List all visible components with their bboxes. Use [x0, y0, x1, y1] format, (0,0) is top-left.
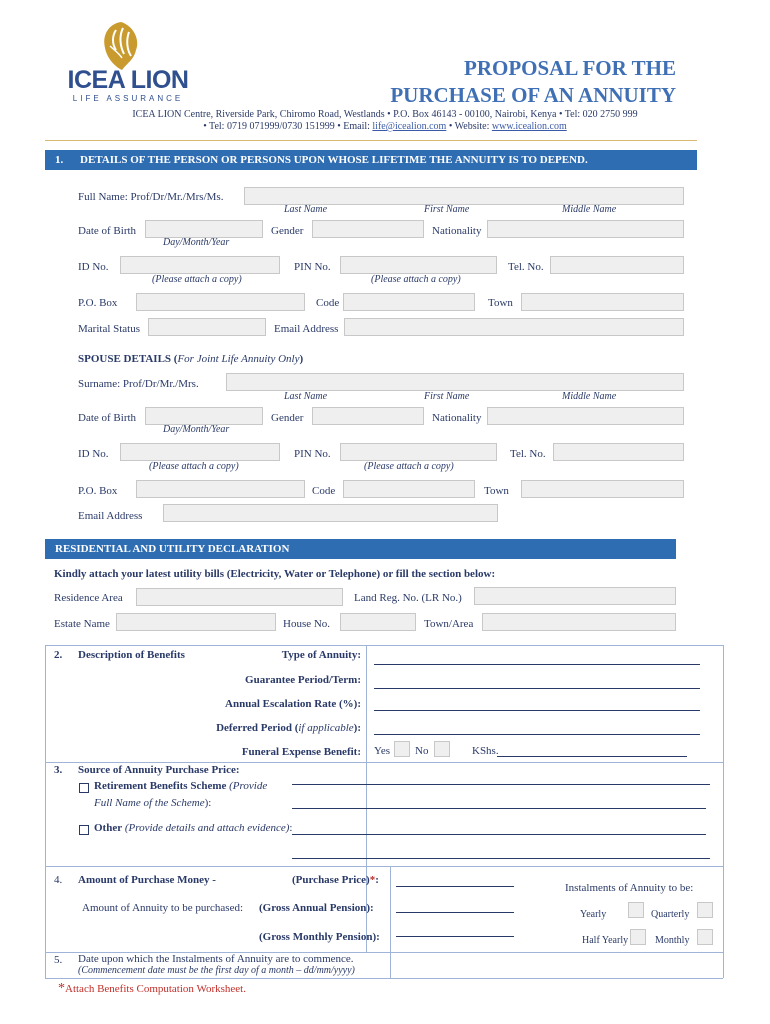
deferred-label-pre: Deferred Period ( [216, 722, 299, 734]
section-4-number: 4. [54, 874, 63, 886]
escalation-rate-line[interactable] [374, 710, 700, 711]
monthly-checkbox[interactable] [697, 929, 713, 945]
residence-area-label: Residence Area [54, 592, 123, 604]
table-row-divider-1 [45, 762, 723, 763]
half-yearly-checkbox[interactable] [630, 929, 646, 945]
phone-text: • Tel: 0719 071999/0730 151999 • Email: [203, 121, 373, 132]
email-label: Email Address [274, 323, 339, 335]
gender-input[interactable] [312, 220, 424, 238]
footer-note-text: Attach Benefits Computation Worksheet. [65, 983, 246, 995]
section-4-title: Amount of Purchase Money - [78, 874, 216, 886]
house-no-label: House No. [283, 618, 331, 630]
rbs-checkbox[interactable] [79, 783, 89, 793]
spouse-po-box-label: P.O. Box [78, 485, 118, 497]
spouse-po-box-input[interactable] [136, 480, 305, 498]
quarterly-label: Quarterly [651, 909, 690, 920]
rbs-label-line-2 [94, 797, 211, 809]
funeral-kshs-label: KShs. [472, 745, 499, 757]
spouse-id-label: ID No. [78, 448, 109, 460]
email-link[interactable]: life@icealion.com [372, 121, 447, 132]
full-name-input[interactable] [244, 187, 684, 205]
marital-status-input[interactable] [148, 318, 266, 336]
gender-label: Gender [271, 225, 304, 237]
town-area-label: Town/Area [424, 618, 474, 630]
section-5-text: Date upon which the Instalments of Annuity are to commence. [78, 953, 354, 965]
middle-name-hint: Middle Name [562, 204, 617, 215]
spouse-surname-input[interactable] [226, 373, 684, 391]
address-line-1: ICEA LION Centre, Riverside Park, Chiromo Road, Westlands • P.O. Box 46143 - 00100, Nairobi, Kenya • Tel: 020 2750 999 [132, 109, 638, 120]
logo [58, 20, 198, 106]
rbs-label-line-1 [94, 780, 267, 792]
spouse-gender-input[interactable] [312, 407, 424, 425]
pin-label: PIN No. [294, 261, 331, 273]
spouse-note-open: ( [171, 353, 178, 365]
half-yearly-label: Half Yearly [582, 935, 629, 946]
estate-name-input[interactable] [116, 613, 276, 631]
first-name-hint: First Name [424, 204, 470, 215]
funeral-yes-label: Yes [374, 745, 391, 757]
rbs-hint-1: (Provide [229, 780, 268, 792]
website-link[interactable]: www.icealion.com [491, 121, 567, 132]
spouse-email-label: Email Address [78, 510, 143, 522]
section-2-number: 2. [54, 649, 63, 661]
spouse-tel-input[interactable] [553, 443, 684, 461]
table-right-border [723, 645, 724, 978]
section-3-number: 3. [54, 764, 63, 776]
nationality-input[interactable] [487, 220, 684, 238]
spouse-town-input[interactable] [521, 480, 684, 498]
spouse-pin-hint: (Please attach a copy) [364, 461, 454, 472]
purchase-price-colon: : [375, 874, 379, 886]
residential-header: RESIDENTIAL AND UTILITY DECLARATION [45, 539, 676, 559]
gross-monthly-label: (Gross Monthly Pension): [259, 931, 380, 943]
house-no-input[interactable] [340, 613, 416, 631]
spouse-surname-label: Surname: Prof/Dr/Mr./Mrs. [78, 378, 199, 390]
id-hint: (Please attach a copy) [152, 274, 242, 285]
title-line-2: PURCHASE OF AN ANNUITY [390, 83, 676, 107]
section-3-title: Source of Annuity Purchase Price: [78, 764, 240, 776]
spouse-details-heading [78, 353, 303, 365]
yearly-checkbox[interactable] [628, 902, 644, 918]
town-input[interactable] [521, 293, 684, 311]
full-name-label: Full Name: Prof/Dr/Mr./Mrs/Ms. [78, 191, 224, 203]
funeral-benefit-label: Funeral Expense Benefit: [241, 746, 361, 758]
section-2-title: Description of Benefits [78, 649, 185, 661]
type-of-annuity-label: Type of Annuity: [281, 649, 361, 661]
yearly-label: Yearly [580, 909, 607, 920]
dob-label: Date of Birth [78, 225, 137, 237]
rbs-hint-3: ): [204, 797, 212, 809]
town-area-input[interactable] [482, 613, 676, 631]
deferred-label-post: ): [353, 722, 361, 734]
last-name-hint: Last Name [284, 204, 328, 215]
deferred-period-line[interactable] [374, 734, 700, 735]
rbs-label: Retirement Benefits Scheme [94, 780, 227, 792]
id-input[interactable] [120, 256, 280, 274]
code-label: Code [316, 297, 340, 309]
residential-instruction: Kindly attach your latest utility bills (Electricity, Water or Telephone) or fill the section below: [54, 568, 496, 580]
id-label: ID No. [78, 261, 109, 273]
spouse-dob-input[interactable] [145, 407, 263, 425]
escalation-rate-label: Annual Escalation Rate (%): [225, 698, 361, 710]
deferred-period-label [200, 722, 361, 734]
code-input[interactable] [343, 293, 475, 311]
tel-label: Tel. No. [508, 261, 544, 273]
deferred-label-italic: if applicable [298, 722, 354, 734]
guarantee-period-line[interactable] [374, 688, 700, 689]
pin-input[interactable] [340, 256, 497, 274]
header-divider [45, 140, 697, 141]
spouse-note: For Joint Life Annuity Only [177, 353, 300, 365]
town-label: Town [488, 297, 513, 309]
table-top-border [45, 645, 723, 646]
rbs-line-1[interactable] [292, 784, 710, 785]
spouse-nationality-label: Nationality [432, 412, 482, 424]
dob-input[interactable] [145, 220, 263, 238]
land-reg-input[interactable] [474, 587, 676, 605]
spouse-code-label: Code [312, 485, 336, 497]
spouse-first-name-hint: First Name [424, 391, 470, 402]
spouse-pin-input[interactable] [340, 443, 497, 461]
monthly-label: Monthly [655, 935, 690, 946]
spouse-pin-label: PIN No. [294, 448, 331, 460]
annuity-amount-label: Amount of Annuity to be purchased: [82, 902, 244, 914]
gross-annual-line[interactable] [396, 912, 514, 913]
spouse-town-label: Town [484, 485, 509, 497]
logo-brand: ICEA LION [67, 66, 189, 94]
funeral-yes-checkbox[interactable] [394, 741, 410, 757]
other-checkbox[interactable] [79, 825, 89, 835]
quarterly-checkbox[interactable] [697, 902, 713, 918]
logo-subtitle: LIFE ASSURANCE [72, 94, 184, 103]
address-line-2 [0, 121, 770, 132]
po-box-input[interactable] [136, 293, 305, 311]
website-prefix: • Website: [446, 121, 492, 132]
spouse-title: SPOUSE DETAILS [78, 353, 172, 365]
spouse-gender-label: Gender [271, 412, 304, 424]
guarantee-period-label: Guarantee Period/Term: [245, 674, 361, 686]
other-label: Other [94, 822, 123, 834]
estate-name-label: Estate Name [54, 618, 110, 630]
other-label-line [94, 822, 292, 834]
spouse-id-input[interactable] [120, 443, 280, 461]
other-hint: (Provide details and attach evidence) [124, 822, 290, 834]
section-5-number: 5. [54, 954, 63, 966]
footer-asterisk: * [58, 981, 65, 996]
footer-note [58, 981, 246, 997]
other-line-1[interactable] [292, 834, 706, 835]
gross-monthly-line[interactable] [396, 936, 514, 937]
spouse-tel-label: Tel. No. [510, 448, 546, 460]
rbs-line-2[interactable] [292, 808, 706, 809]
marital-status-label: Marital Status [78, 323, 141, 335]
spouse-note-close: ) [299, 353, 304, 365]
po-box-label: P.O. Box [78, 297, 118, 309]
page-title [300, 55, 676, 109]
spouse-id-hint: (Please attach a copy) [149, 461, 239, 472]
spouse-nationality-input[interactable] [487, 407, 684, 425]
email-input[interactable] [344, 318, 684, 336]
type-of-annuity-line[interactable] [374, 664, 700, 665]
table-left-border [45, 645, 46, 978]
residence-area-input[interactable] [136, 588, 343, 606]
purchase-price-asterisk: * [369, 874, 376, 886]
purchase-price-label [292, 874, 379, 886]
funeral-kshs-line[interactable] [497, 756, 687, 757]
section-1-number: 1. [55, 154, 64, 166]
table-bottom-border [45, 978, 723, 979]
dob-hint: Day/Month/Year [163, 237, 230, 248]
nationality-label: Nationality [432, 225, 482, 237]
purchase-price-line[interactable] [396, 886, 514, 887]
spouse-email-input[interactable] [163, 504, 498, 522]
table-inner-divider-2 [390, 866, 391, 978]
other-colon: : [289, 822, 293, 834]
pin-hint: (Please attach a copy) [371, 274, 461, 285]
section-1-header [45, 150, 697, 170]
table-row-divider-2 [45, 866, 723, 867]
tel-input[interactable] [550, 256, 684, 274]
section-1-title: DETAILS OF THE PERSON OR PERSONS UPON WHOSE LIFETIME THE ANNUITY IS TO DEPEND. [80, 154, 588, 166]
funeral-no-checkbox[interactable] [434, 741, 450, 757]
other-line-2[interactable] [292, 858, 710, 859]
lion-head-icon [96, 20, 146, 72]
spouse-last-name-hint: Last Name [284, 391, 328, 402]
spouse-dob-hint: Day/Month/Year [163, 424, 230, 435]
gross-annual-label: (Gross Annual Pension): [259, 902, 374, 914]
title-line-1: PROPOSAL FOR THE [464, 56, 676, 80]
spouse-code-input[interactable] [343, 480, 475, 498]
instalments-label: Instalments of Annuity to be: [565, 882, 694, 894]
section-5-hint: (Commencement date must be the first day of a month – dd/mm/yyyy) [78, 965, 355, 976]
land-reg-label: Land Reg. No. (LR No.) [354, 592, 462, 604]
funeral-no-label: No [415, 745, 429, 757]
spouse-middle-name-hint: Middle Name [562, 391, 617, 402]
spouse-dob-label: Date of Birth [78, 412, 137, 424]
rbs-hint-2: Full Name of the Scheme [94, 797, 205, 809]
purchase-price-text: (Purchase Price) [292, 874, 370, 886]
